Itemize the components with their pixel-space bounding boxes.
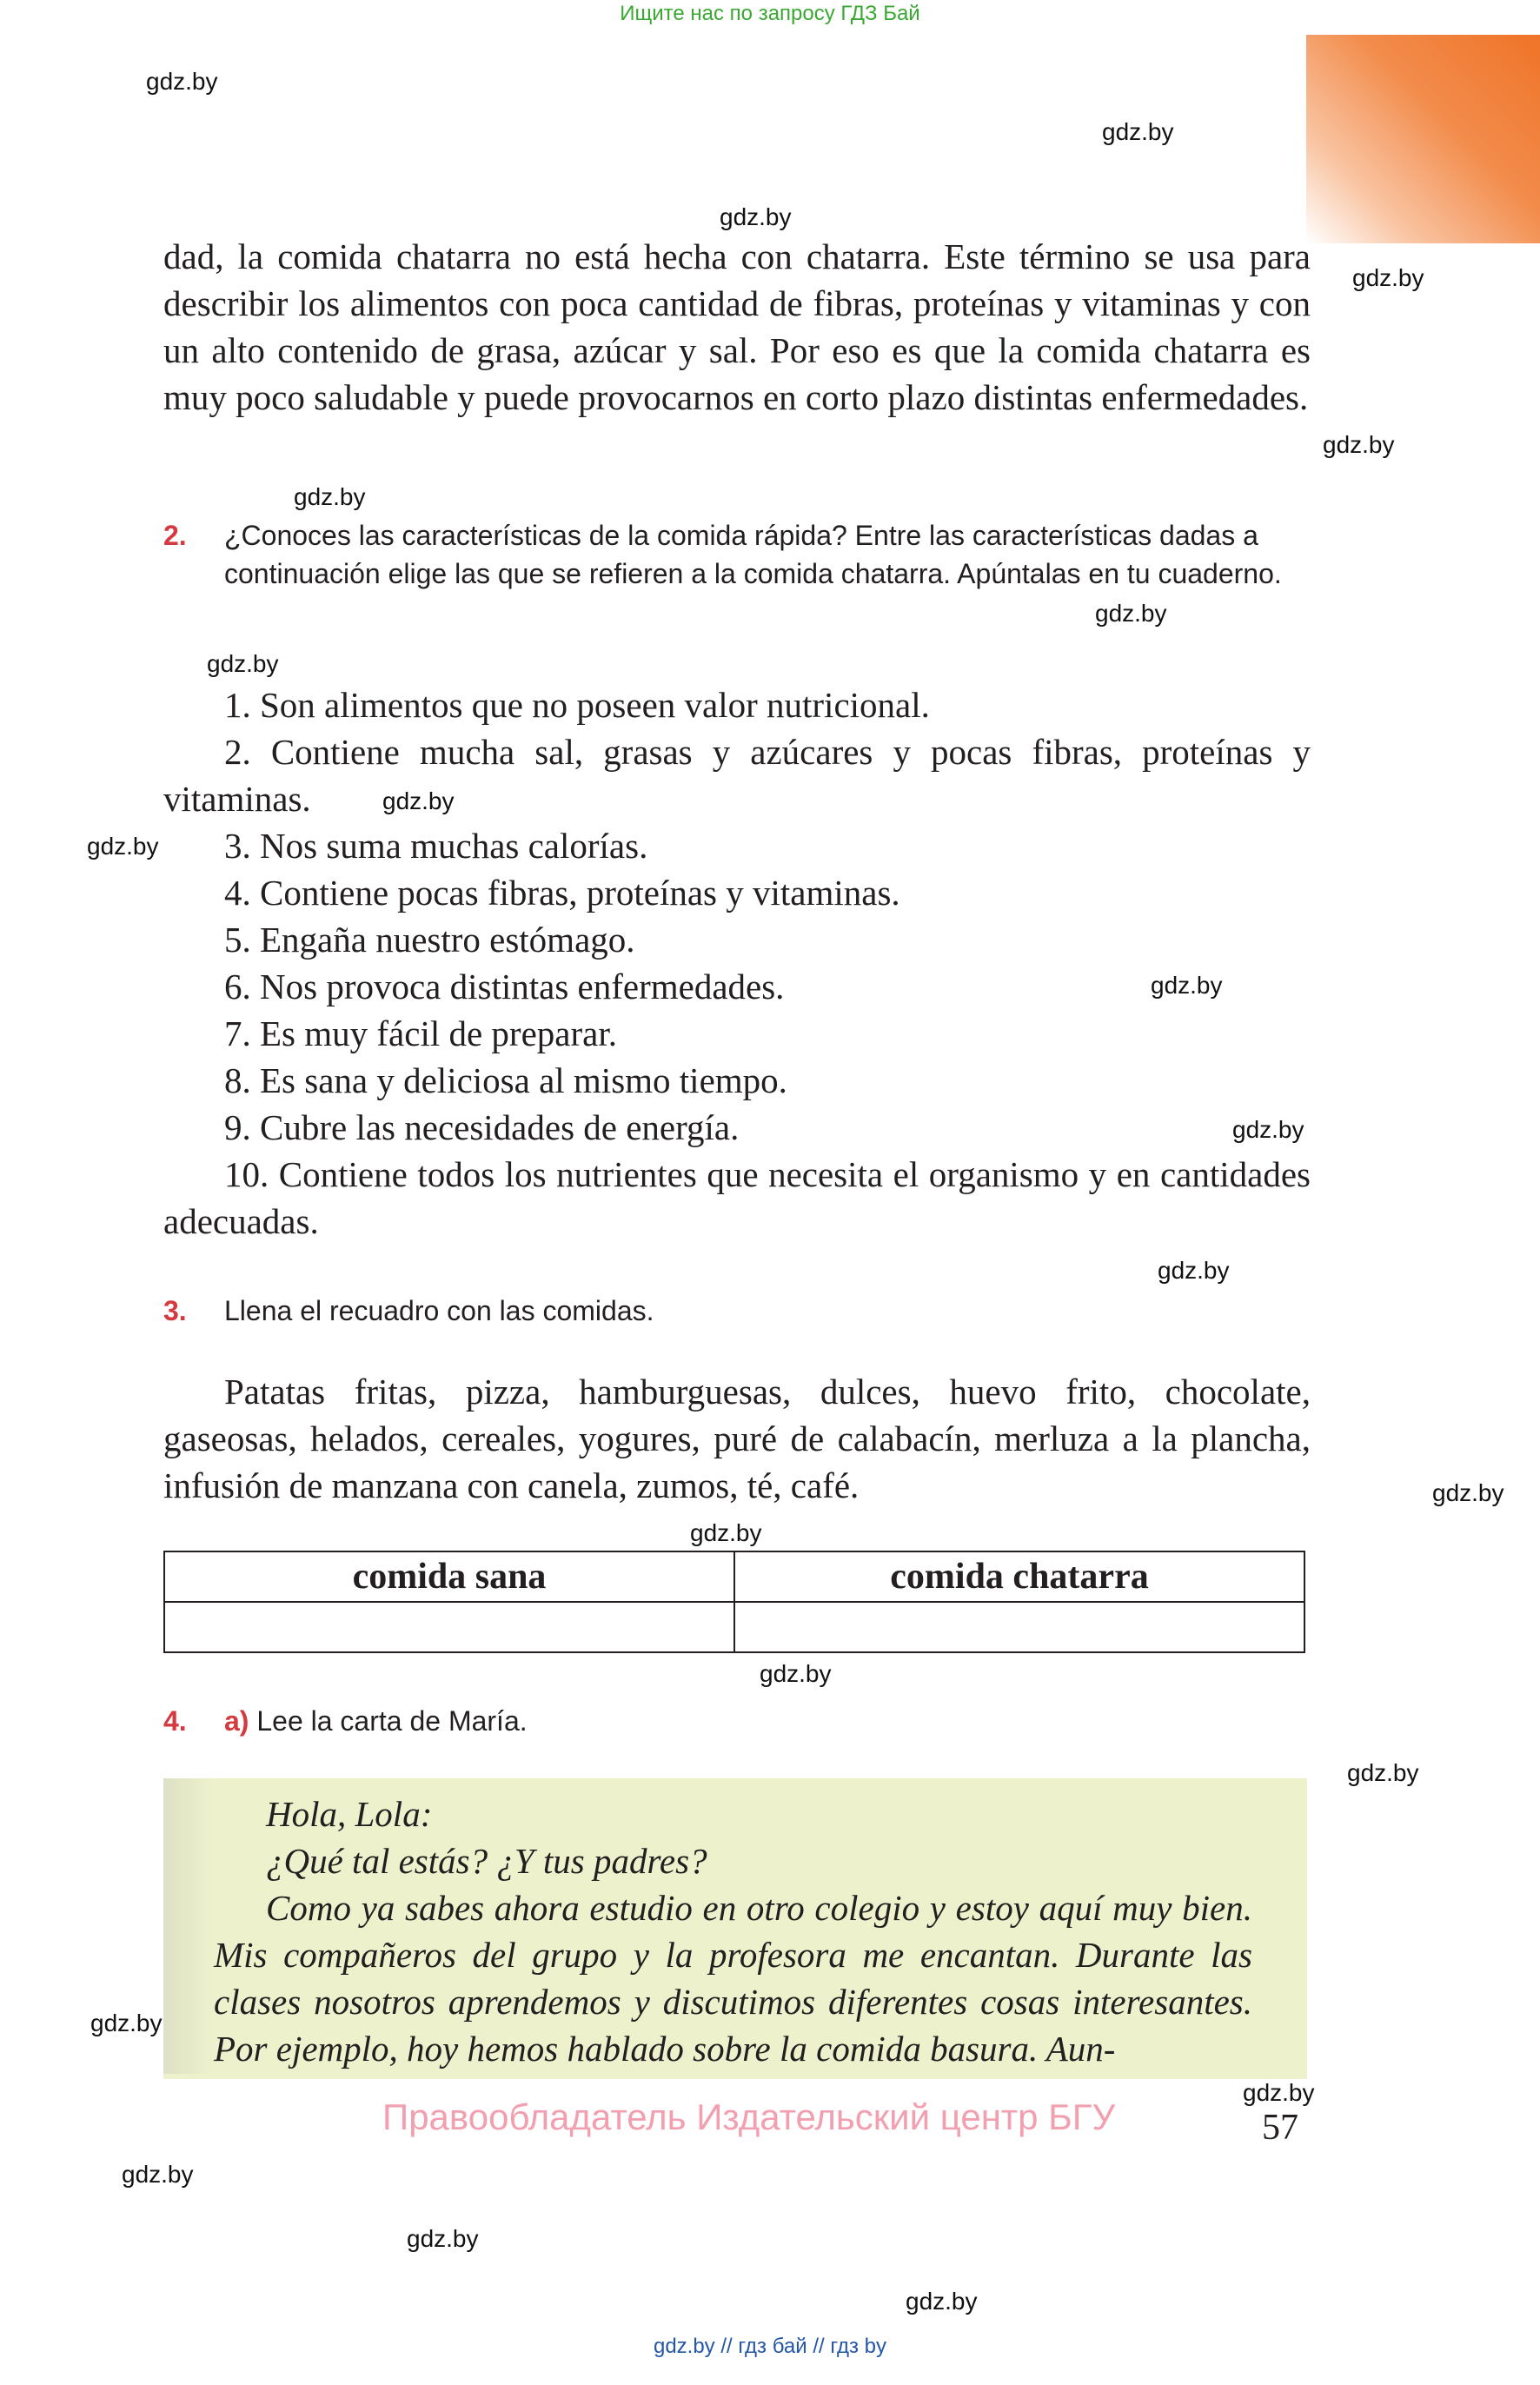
task-number: 4. xyxy=(163,1705,187,1737)
list-item: 10. Contiene todos los nutrientes que necesita el organismo y en cantidades adecuadas. xyxy=(163,1154,1311,1241)
watermark: gdz.by xyxy=(720,203,792,230)
watermark: gdz.by xyxy=(1102,118,1174,145)
list-item: 1. Son alimentos que no poseen valor nutricional. xyxy=(224,685,930,725)
task-instruction: Llena el recuadro con las comidas. xyxy=(224,1295,654,1326)
watermark: gdz.by xyxy=(1158,1257,1230,1284)
foods-list: Patatas fritas, pizza, hamburguesas, dulces, huevo frito, chocolate, gaseosas, helados, cereales, yogures, puré de calabacín, merluza a la plancha, infusión de manzana con canela, zumos, té, café. xyxy=(163,1372,1311,1505)
task-2 xyxy=(163,516,1311,593)
watermark: gdz.by xyxy=(690,1519,762,1546)
letter-greeting: Hola, Lola: xyxy=(266,1794,433,1834)
list-item: 7. Es muy fácil de preparar. xyxy=(224,1013,617,1053)
table-cell-empty[interactable] xyxy=(164,1602,734,1652)
task-instruction xyxy=(224,1702,1311,1740)
bottom-links[interactable]: gdz.by // гдз бай // гдз by xyxy=(653,2335,887,2358)
watermark: gdz.by xyxy=(207,650,279,677)
corner-decoration xyxy=(1306,35,1540,243)
task-number: 3. xyxy=(163,1295,187,1326)
characteristics-list xyxy=(163,681,1311,1245)
watermark: gdz.by xyxy=(1323,431,1395,458)
page-number: 57 xyxy=(1262,2108,1298,2148)
watermark: gdz.by xyxy=(1243,2079,1315,2106)
top-banner[interactable]: Ищите нас по запросу ГДЗ Бай xyxy=(620,2,920,25)
table-cell-empty[interactable] xyxy=(734,1602,1304,1652)
copyright-owner: Правообладатель Издательский центр БГУ xyxy=(382,2096,1116,2137)
paper-curl xyxy=(163,1778,216,2074)
watermark: gdz.by xyxy=(407,2225,479,2252)
watermark: gdz.by xyxy=(122,2161,194,2188)
watermark: gdz.by xyxy=(1432,1479,1504,1506)
watermark: gdz.by xyxy=(1352,264,1424,291)
watermark: gdz.by xyxy=(90,2010,163,2036)
letter-line: ¿Qué tal estás? ¿Y tus padres? xyxy=(266,1841,707,1881)
watermark: gdz.by xyxy=(382,787,455,814)
letter-box xyxy=(163,1778,1307,2079)
list-item: 4. Contiene pocas fibras, proteínas y vitaminas. xyxy=(224,873,900,913)
watermark: gdz.by xyxy=(1232,1116,1304,1143)
task-3 xyxy=(163,1292,1311,1330)
watermark: gdz.by xyxy=(294,483,366,510)
watermark: gdz.by xyxy=(1095,600,1167,627)
task-part: a) xyxy=(224,1705,249,1737)
watermark: gdz.by xyxy=(1347,1759,1419,1786)
list-item: 2. Contiene mucha sal, grasas y azúcares y pocas fibras, proteínas y vitaminas. xyxy=(163,732,1311,819)
food-classification-table xyxy=(163,1551,1305,1653)
watermark: gdz.by xyxy=(906,2288,978,2315)
list-item: 5. Engaña nuestro estómago. xyxy=(224,920,635,960)
table-header-junk: comida chatarra xyxy=(734,1551,1304,1602)
task-instruction: ¿Conoces las características de la comida rápida? Entre las características dadas a continuación elige las que se refieren a la comida chatarra. Apúntalas en tu cuaderno. xyxy=(224,520,1282,589)
list-item: 9. Cubre las necesidades de energía. xyxy=(224,1107,740,1147)
table-header-healthy: comida sana xyxy=(164,1551,734,1602)
intro-paragraph: dad, la comida chatarra no está hecha con chatarra. Este término se usa para describir los alimentos con poca cantidad de fibras, proteínas y vitaminas y con un alto contenido de grasa, azúcar y sal. Por eso es que la comida chatarra es muy poco saludable y puede provocarnos en corto plazo distintas enfermedades. xyxy=(163,236,1311,417)
watermark: gdz.by xyxy=(1151,972,1223,999)
task-number: 2. xyxy=(163,520,187,551)
watermark: gdz.by xyxy=(146,68,218,95)
task-4 xyxy=(163,1702,1311,1740)
watermark: gdz.by xyxy=(87,833,159,860)
task-text: Lee la carta de María. xyxy=(256,1705,528,1737)
list-item: 6. Nos provoca distintas enfermedades. xyxy=(224,967,785,1006)
watermark: gdz.by xyxy=(760,1660,832,1687)
letter-body: Como ya sabes ahora estudio en otro colegio y estoy aquí muy bien. Mis compañeros del grupo y la profesora me encantan. Durante las clases nosotros aprendemos y discutimos diferentes cosas interesantes. Por ejemplo, hoy hemos hablado sobre la comida basura. Aun- xyxy=(214,1888,1252,2069)
list-item: 8. Es sana y deliciosa al mismo tiempo. xyxy=(224,1060,787,1100)
list-item: 3. Nos suma muchas calorías. xyxy=(224,826,648,866)
